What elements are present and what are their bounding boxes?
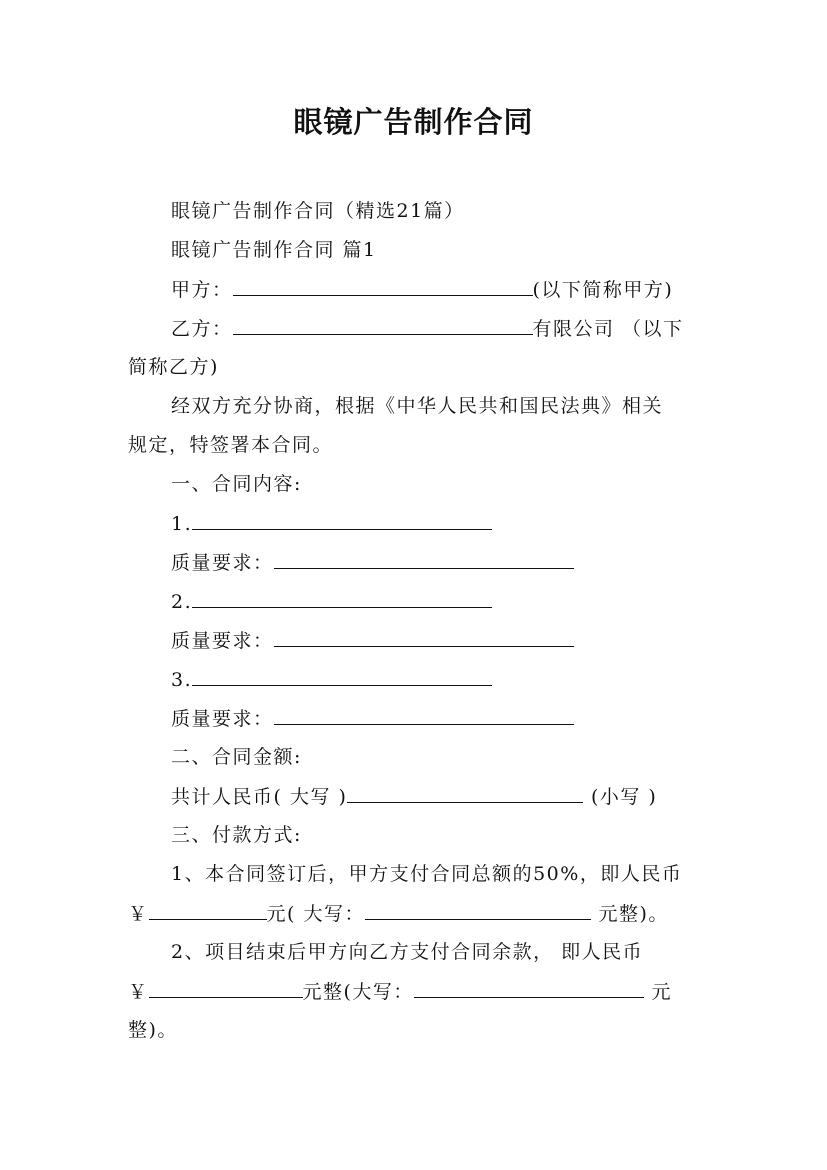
item-2-blank <box>192 589 492 608</box>
clause-2-line-1: 2、项目结束后甲方向乙方支付合同余款， 即人民币 <box>171 941 644 963</box>
party-b-suffix: 有限公司 （以下 <box>532 318 684 340</box>
item-1-blank <box>192 511 492 530</box>
party-a-blank <box>233 277 533 296</box>
section-heading: 眼镜广告制作合同 篇1 <box>171 239 377 261</box>
clause-1-amount-blank <box>149 901 267 920</box>
item-1-quality-blank <box>274 550 574 569</box>
clause-1-line-2 <box>128 901 703 926</box>
clause-2-mid: 元整(大写： <box>302 981 414 1003</box>
item-3-blank <box>192 667 492 686</box>
clause-2-line-2 <box>128 979 703 1004</box>
item-2-number: 2. <box>171 591 193 613</box>
clause-1-mid: 元( 大写： <box>266 903 365 925</box>
item-2-quality-blank <box>274 628 574 647</box>
party-b-continuation: 简称乙方) <box>128 356 219 378</box>
preamble-line-1: 经双方充分协商，根据《中华人民共和国民法典》相关 <box>171 395 664 417</box>
party-b-blank <box>233 316 533 335</box>
total-amount-prefix: 共计人民币( 大写 ) <box>171 786 348 808</box>
item-1-quality-label: 质量要求： <box>171 552 274 574</box>
item-3-quality-blank <box>274 706 574 725</box>
clause-1-end: 元整)。 <box>590 903 669 925</box>
section-3-heading: 三、付款方式: <box>171 824 302 846</box>
total-amount-suffix: (小写 ) <box>583 786 658 808</box>
party-b-line <box>171 316 703 341</box>
section-1-heading: 一、合同内容: <box>171 473 302 495</box>
party-b-label: 乙方： <box>171 318 233 340</box>
clause-2-end: 元 <box>643 981 672 1003</box>
clause-1-currency: ￥ <box>128 903 149 925</box>
total-amount-blank <box>347 784 583 803</box>
item-3-quality-label: 质量要求： <box>171 708 274 730</box>
total-amount-line <box>171 784 703 809</box>
clause-1-line-1: 1、本合同签订后，甲方支付合同总额的50%，即人民币 <box>171 863 683 885</box>
document-subtitle: 眼镜广告制作合同（精选21篇） <box>171 200 465 222</box>
preamble-line-2: 规定，特签署本合同。 <box>128 434 334 456</box>
clause-2-continuation: 整)。 <box>128 1019 178 1041</box>
clause-2-capital-blank <box>414 979 644 998</box>
party-a-suffix: (以下简称甲方) <box>532 279 674 301</box>
item-1-number: 1. <box>171 513 193 535</box>
item-2-quality-line <box>171 628 703 653</box>
item-2-quality-label: 质量要求： <box>171 630 274 652</box>
item-1-quality-line <box>171 550 703 575</box>
item-1-line <box>171 511 703 536</box>
clause-1-capital-blank <box>365 901 591 920</box>
item-3-line <box>171 667 703 692</box>
item-3-quality-line <box>171 706 703 731</box>
section-2-heading: 二、合同金额: <box>171 746 302 768</box>
document-title: 眼镜广告制作合同 <box>293 105 534 139</box>
party-a-line <box>171 277 703 302</box>
item-3-number: 3. <box>171 669 193 691</box>
clause-2-amount-blank <box>149 979 303 998</box>
clause-2-currency: ￥ <box>128 981 149 1003</box>
party-a-label: 甲方： <box>171 279 233 301</box>
item-2-line <box>171 589 703 614</box>
